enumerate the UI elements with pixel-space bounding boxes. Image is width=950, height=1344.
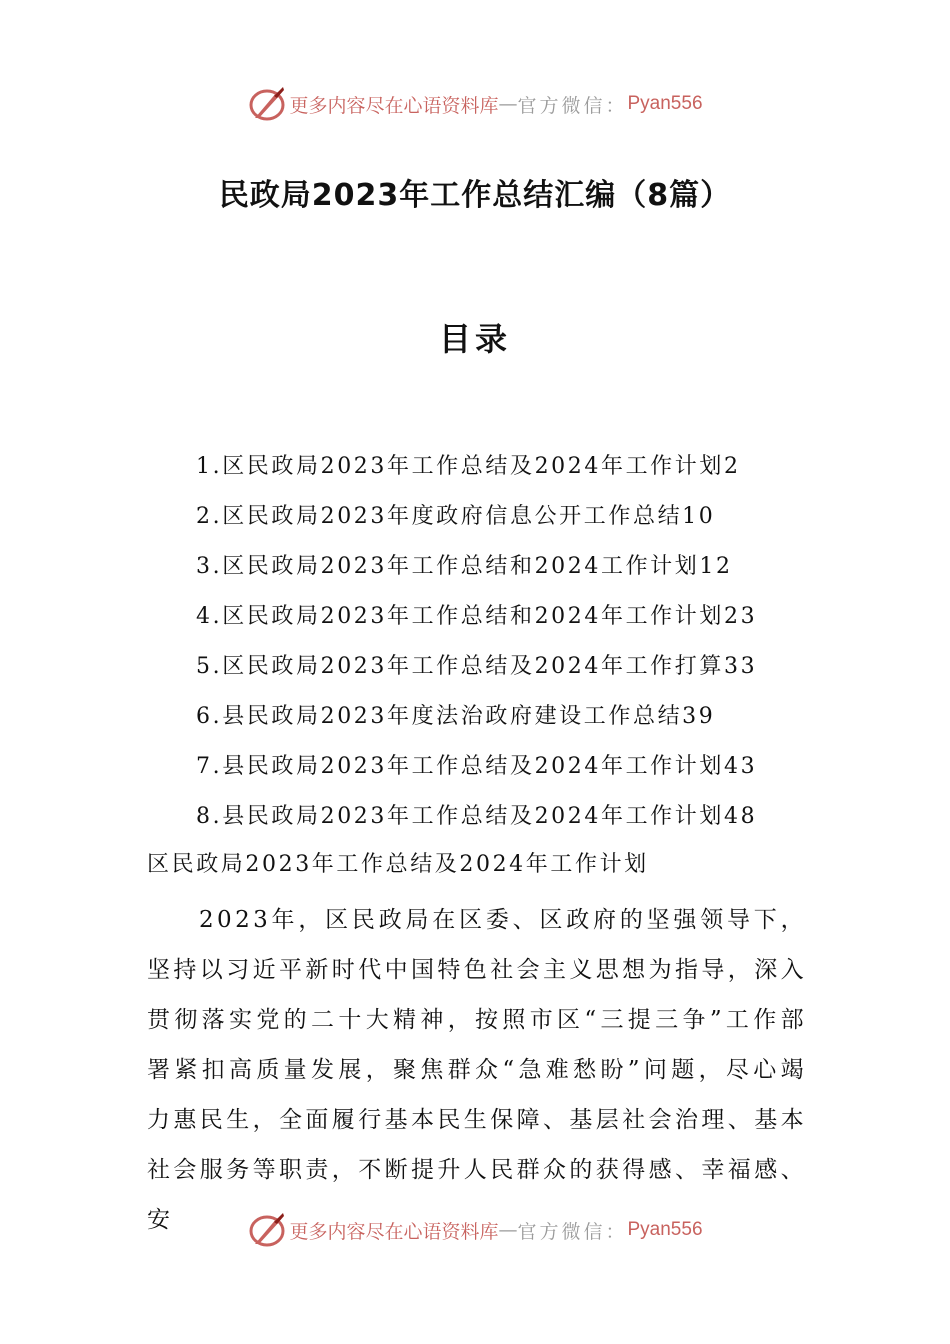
toc-entry[interactable]: 5.区民政局2023年工作总结及2024年工作打算33: [196, 654, 758, 679]
toc-entry[interactable]: 6.县民政局2023年度法治政府建设工作总结39: [196, 704, 716, 729]
body-paragraph: 2023年，区民政局在区委、区政府的坚强领导下，坚持以习近平新时代中国特色社会主义思想为指导，深入贯彻落实党的二十大精神，按照市区“三提三争”工作部署紧扣高质量发展，聚焦群众“急难愁盼”问题，尽心竭力惠民生，全面履行基本民生保障、基层社会治理、基本社会服务等职责，不断提升人民群众的获得感、幸福感、安: [147, 907, 807, 1233]
watermark-banner-bottom: [0, 1208, 950, 1252]
document-title: 民政局2023年工作总结汇编（8篇）: [218, 178, 732, 213]
toc-entry[interactable]: 7.县民政局2023年工作总结及2024年工作计划43: [196, 754, 758, 779]
watermark-text: 更多内容尽在心语资料库: [289, 1220, 499, 1243]
toc-entry[interactable]: 2.区民政局2023年度政府信息公开工作总结10: [196, 504, 716, 529]
watermark-wechat-id: Pyan556: [627, 1219, 703, 1240]
watermark-wechat-id: Pyan556: [627, 93, 703, 114]
toc-entry[interactable]: 3.区民政局2023年工作总结和2024工作计划12: [196, 554, 733, 579]
watermark-wechat-label: 官方微信：: [517, 1220, 628, 1243]
watermark-wechat-label: 官方微信：: [517, 94, 628, 117]
toc-entry[interactable]: 1.区民政局2023年工作总结及2024年工作计划2: [196, 454, 741, 479]
article-title: 区民政局2023年工作总结及2024年工作计划: [147, 852, 649, 877]
watermark-separator: —: [498, 93, 518, 115]
watermark-banner-top: [0, 82, 950, 126]
quill-logo-icon: [247, 84, 287, 124]
table-of-contents: [196, 447, 757, 847]
toc-heading: 目录: [438, 320, 511, 358]
toc-entry[interactable]: 8.县民政局2023年工作总结及2024年工作计划48: [196, 804, 758, 829]
watermark-separator: —: [498, 1219, 518, 1241]
quill-logo-icon: [247, 1210, 287, 1250]
toc-entry[interactable]: 4.区民政局2023年工作总结和2024年工作计划23: [196, 604, 758, 629]
watermark-text: 更多内容尽在心语资料库: [289, 94, 499, 117]
